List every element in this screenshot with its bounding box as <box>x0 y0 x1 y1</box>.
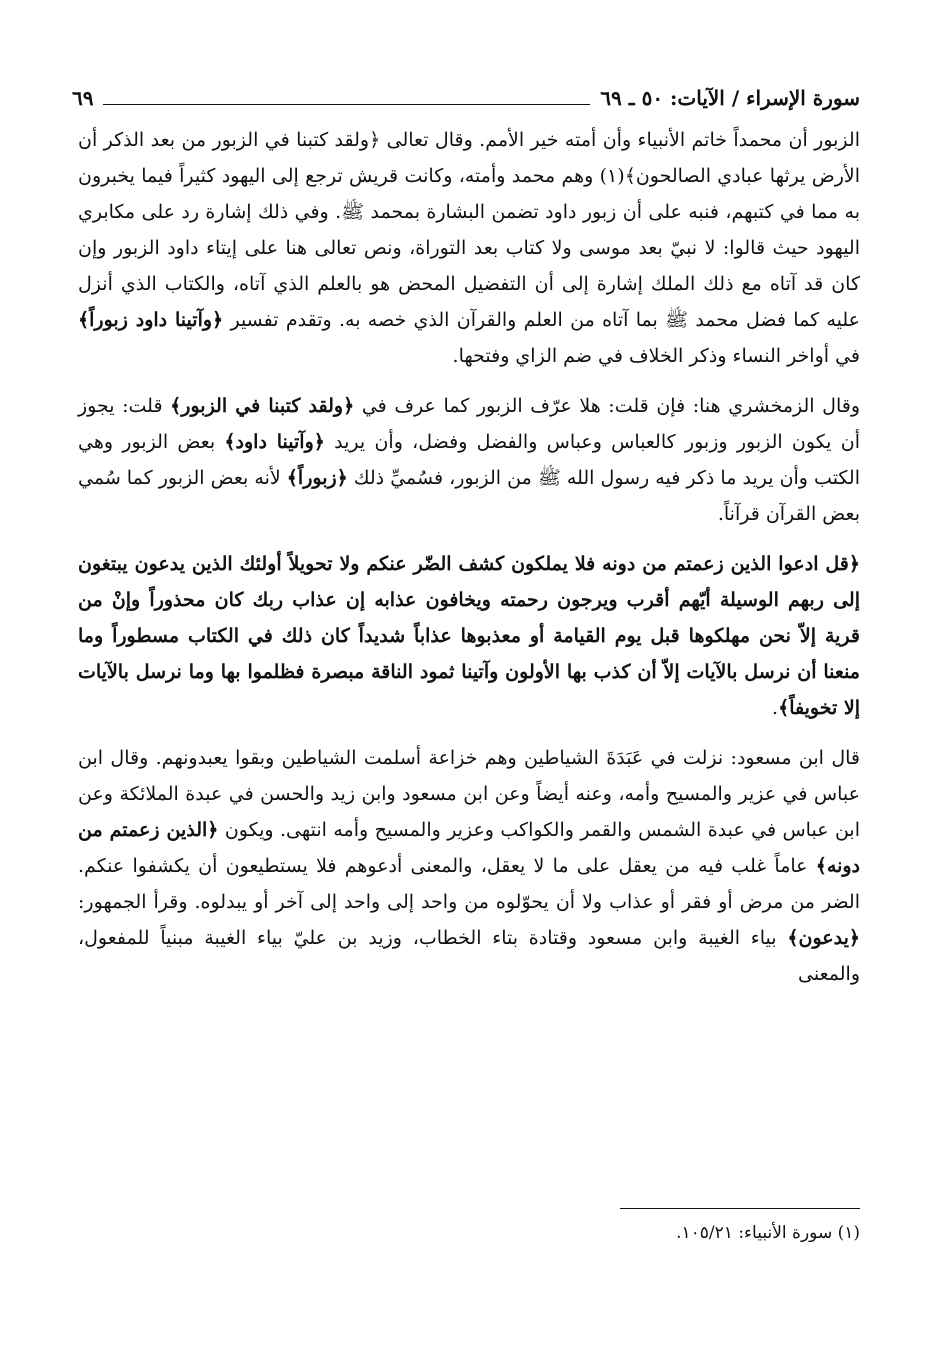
quran-quote: ﴿وآتينا داود زبوراً﴾ <box>78 309 224 331</box>
text-run: وقال الزمخشري هنا: فإن قلت: هلا عرّف الزبور كما عرف في <box>354 395 860 417</box>
running-header <box>72 80 860 116</box>
text-run: قال ابن مسعود: نزلت في عَبَدَةَ الشياطين وهم خزاعة أسلمت الشياطين وبقوا يعبدونهم. وقال ابن عباس في عزير والمسيح وأمه، وعنه أيضاً وعن ابن مسعود وابن زيد والحسن في عبدة الملائكة وعن ابن عباس في عبدة الشمس والقمر والكواكب وعزير والمسيح وأمه انتهى. ويكون <box>78 747 860 841</box>
quran-quote: ﴿ولقد كتبنا في الزبور﴾ <box>170 395 355 417</box>
main-text <box>78 122 860 992</box>
paragraph-4 <box>78 740 860 992</box>
text-run: بعض الزبور وهي الكتب وأن يريد ما ذكر فيه رسول الله ﷺ من الزبور، فسُميِّ ذلك <box>78 431 860 489</box>
footnote-rule <box>620 1208 860 1209</box>
quran-quote: ﴿الذين زعمتم من دونه﴾ <box>78 819 860 877</box>
header-rule <box>103 104 590 105</box>
text-run: عاماً غلب فيه من يعقل على ما لا يعقل، والمعنى أدعوهم فلا يستطيعون أن يكشفوا عنكم. الضر من مرض أو فقر أو عذاب ولا أن يحوّلوه من واحد إلى واحد إلى آخر أو يبدلوه. وقرأ الجمهور: <box>78 855 860 913</box>
text-run: (١) وهم محمد وأمته، وكانت قريش ترجع إلى اليهود كثيراً فيما يخبرون به مما في كتبهم، فنبه على أن زبور داود تضمن البشارة بمحمد ﷺ. وفي ذلك إشارة رد على مكابري اليهود حيث قالوا: لا نبيّ بعد موسى ولا كتاب بعد التوراة، ونص تعالى هنا على إيتاء داود الزبور وإن كان قد آتاه مع ذلك الملك إشارة إلى أن التفضيل المحض هو بالعلم الذي آتاه، والكتاب الذي أنزل عليه كما فضل محمد ﷺ بما آتاه من العلم والقرآن الذي خصه به. وتقدم تفسير <box>78 165 860 331</box>
text-run: بياء الغيبة وابن مسعود وقتادة بتاء الخطاب، وزيد بن عليّ بياء الغيبة مبنياً للمفعول، والمعنى <box>78 927 860 985</box>
quran-quote: ﴿زبوراً﴾ <box>286 467 348 489</box>
quran-quote: ﴿وآتينا داود﴾ <box>224 431 325 453</box>
quran-quote: ﴿يدعون﴾ <box>787 927 860 949</box>
text-run: . <box>772 697 779 719</box>
quran-quote: ﴿ولقد كتبنا في الزبور من بعد الذكر أن الأرض يرثها عبادي الصالحون﴾ <box>78 129 861 187</box>
page-number: ٦٩ <box>72 86 94 110</box>
text-run: قلت: يجوز أن يكون الزبور وزبور كالعباس وعباس والفضل وفضل، وأن يريد <box>78 395 860 453</box>
paragraph-1 <box>78 122 860 374</box>
quran-verses: ﴿قل ادعوا الذين زعمتم من دونه فلا يملكون كشف الضّر عنكم ولا تحويلاً أولئك الذين يدعون يبتغون إلى ربهم الوسيلة أيّهم أقرب ويرجون رحمته ويخافون عذابه إن عذاب ربك كان محذوراً وإنْ من قرية إلاّ نحن مهلكوها قبل يوم القيامة أو معذبوها عذاباً شديداً كان ذلك في الكتاب مسطوراً وما منعنا أن نرسل بالآيات إلاّ أن كذب بها الأولون وآتينا ثمود الناقة مبصرة فظلموا بها وما نرسل بالآيات إلا تخويفاً﴾ <box>78 553 860 719</box>
text-run: في أواخر النساء وذكر الخلاف في ضم الزاي وفتحها. <box>452 345 860 367</box>
footnote: (١) سورة الأنبياء: ١٠٥/٢١. <box>676 1223 860 1243</box>
text-run: لأنه بعض الزبور كما سُمي بعض القرآن قرآناً. <box>78 467 860 525</box>
paragraph-2 <box>78 388 860 532</box>
verse-block <box>78 546 860 726</box>
chapter-title: سورة الإسراء / الآيات: ٥٠ ـ ٦٩ <box>600 86 860 110</box>
text-run: الزبور أن محمداً خاتم الأنبياء وأن أمته خير الأمم. وقال تعالى <box>380 129 860 151</box>
